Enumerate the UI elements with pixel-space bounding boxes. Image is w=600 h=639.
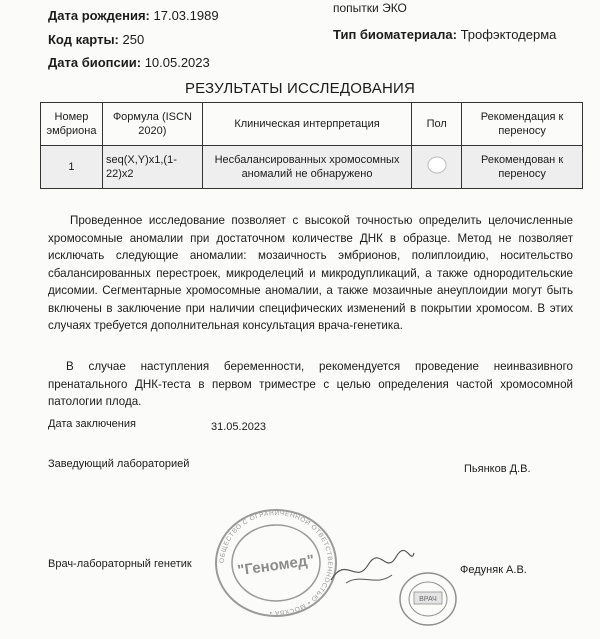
formula-cell: seq(X,Y)x1,(1-22)x2 xyxy=(102,146,202,189)
conclusion-date-label: Дата заключения xyxy=(48,418,136,430)
column-header: Рекомендация к переносу xyxy=(462,103,583,146)
organization-seal xyxy=(212,508,340,618)
biomaterial-row xyxy=(333,27,556,42)
conclusion-date-value: 31.05.2023 xyxy=(211,421,267,433)
seal-name-text: "Геномед" xyxy=(236,551,316,580)
results-table xyxy=(40,102,583,189)
table-row xyxy=(41,146,583,189)
card-code-label: Код карты: xyxy=(48,32,119,47)
column-header: Пол xyxy=(412,103,462,146)
interpretation-cell: Несбалансированных хромосомных аномалий не обнаружено xyxy=(202,146,412,189)
birth-date-value: 17.03.1989 xyxy=(153,8,219,23)
column-header: Номер эмбриона xyxy=(41,103,103,146)
doctor-stamp xyxy=(397,570,459,628)
column-header: Клиническая интерпретация xyxy=(202,103,412,146)
head-of-lab-name: Пьянков Д.В. xyxy=(464,463,531,475)
sex-cell xyxy=(412,146,462,189)
card-code-row xyxy=(48,32,144,47)
biopsy-date-value: 10.05.2023 xyxy=(144,55,210,70)
birth-date-label: Дата рождения: xyxy=(48,8,150,23)
column-header: Формула (ISCN 2020) xyxy=(102,103,202,146)
recommendation-paragraph: В случае наступления беременности, рекомендуется проведение неинвазивного пренатального ДНК-теста в первом триместре с целью определения частой хромосомной патологии плода. xyxy=(48,360,573,408)
birth-date-row xyxy=(48,8,219,23)
biopsy-date-label: Дата биопсии: xyxy=(48,55,142,70)
method-description-paragraph: Проведенное исследование позволяет с высокой точностью определить целочисленные хромосомные аномалии при достаточном количестве ДНК в образце. Метод не позволяет исключать следующие аномалии: мозаичность эмбрионов, полиплоидию, носительство сбалансированных перестроек, микроделеций и микродупликаций, а также однородительские дисомии. Сегментарные хромосомные аномалии, а также мозаичные анеуплоидии могут быть включены в заключение при наличии специфических изменений в покрытии хромосом. В этих случаях требуется дополнительная консультация врача-генетика. xyxy=(48,214,573,332)
recommendation-cell: Рекомендован к переносу xyxy=(462,146,583,189)
biomaterial-label: Тип биоматериала: xyxy=(333,27,457,42)
doctor-stamp-text: ВРАЧ xyxy=(419,596,437,603)
seal-ring-text: ОБЩЕСТВО С ОГРАНИЧЕННОЙ ОТВЕТСТВЕННОСТЬЮ • МОСКВА • xyxy=(218,509,334,617)
embryo-number-cell: 1 xyxy=(41,146,103,189)
results-title: РЕЗУЛЬТАТЫ ИССЛЕДОВАНИЯ xyxy=(184,80,416,97)
geneticist-name: Федуняк А.В. xyxy=(460,564,527,576)
head-of-lab-label: Заведующий лабораторией xyxy=(48,458,190,470)
table-header-row xyxy=(41,103,583,146)
attempt-label: попытки ЭКО xyxy=(333,1,407,15)
redacted-blot-icon xyxy=(424,154,450,176)
biopsy-date-row xyxy=(48,55,210,70)
card-code-value: 250 xyxy=(122,32,145,47)
biomaterial-value: Трофэктодерма xyxy=(460,27,557,42)
geneticist-label: Врач-лабораторный генетик xyxy=(48,558,192,570)
